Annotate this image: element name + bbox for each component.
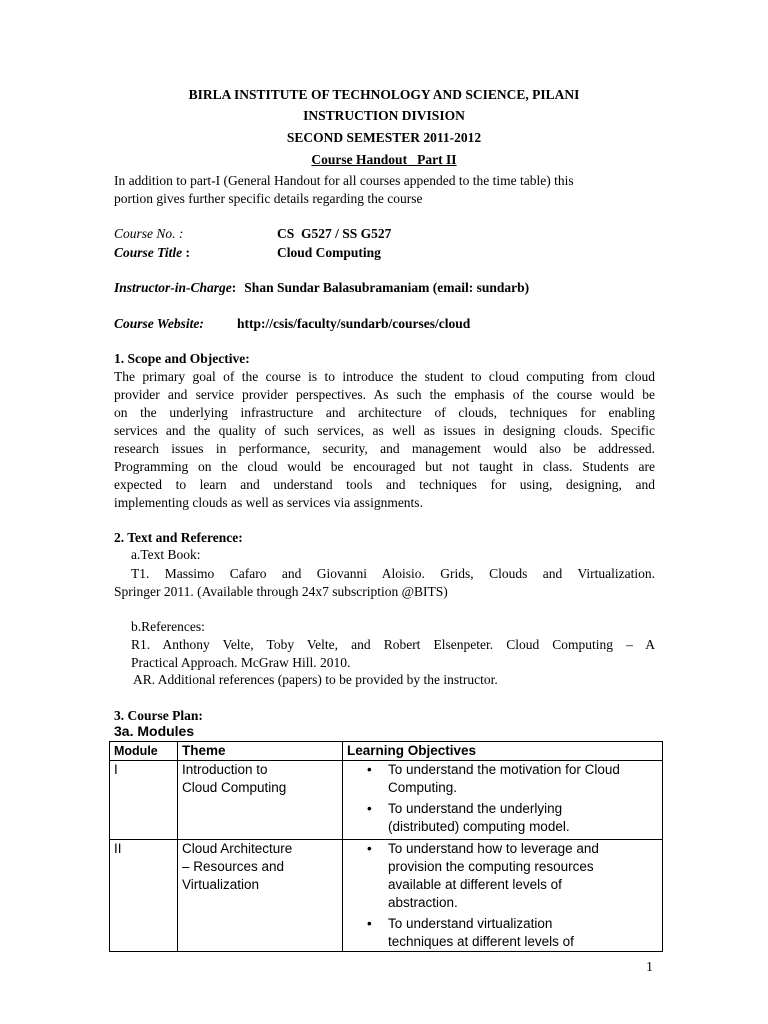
instructor-line: [114, 279, 529, 297]
semester-title: SECOND SEMESTER 2011-2012: [286, 130, 482, 145]
table-row: [110, 840, 663, 952]
theme-cell: [178, 761, 343, 840]
references-label: b.References:: [131, 619, 205, 634]
theme-line: Cloud Computing: [182, 780, 287, 795]
bullet-icon: •: [367, 762, 372, 777]
bullet-icon: •: [367, 801, 372, 816]
website-value[interactable]: http://csis/faculty/sundarb/courses/cloud: [237, 316, 471, 331]
textbook-entry: [114, 565, 655, 601]
course-no-label: Course No. :: [114, 226, 184, 241]
page-number: 1: [646, 960, 653, 975]
website-label: Course Website:: [114, 316, 204, 331]
bullet-icon: •: [367, 916, 372, 931]
module-cell: II: [110, 840, 178, 952]
instructor-colon: :: [231, 280, 237, 295]
reference-line: Practical Approach. McGraw Hill. 2010.: [131, 655, 351, 670]
objective-line: To understand the underlying: [388, 801, 563, 816]
theme-line: Introduction to: [182, 762, 268, 777]
scope-line: expected to learn and understand tools and techniques for using, designing, and: [114, 477, 655, 492]
objective-line: To understand virtualization: [388, 916, 553, 931]
course-title-label-group: [114, 244, 190, 262]
objective-line: (distributed) computing model.: [388, 819, 570, 834]
objective-item: [347, 915, 658, 951]
objective-line: Computing.: [388, 780, 458, 795]
handout-title-text: Course Handout Part II: [311, 152, 457, 167]
table-row: [110, 761, 663, 840]
objective-item: [347, 800, 658, 836]
column-header-module: Module: [110, 742, 178, 761]
theme-line: – Resources and: [182, 859, 285, 874]
objective-item: [347, 761, 658, 797]
division-title: INSTRUCTION DIVISION: [303, 108, 465, 123]
scope-line: Programming on the cloud would be encouraged but not taught in class. Students are: [114, 459, 655, 474]
scope-line: implementing clouds as well as services via assignments.: [114, 495, 423, 510]
instructor-label: Instructor-in-Charge: [114, 280, 232, 295]
scope-line: provider and service provider perspectives. As such the emphasis of the course would be: [114, 387, 655, 402]
reference-ar: AR. Additional references (papers) to be provided by the instructor.: [133, 672, 498, 687]
objective-line: available at different levels of: [388, 877, 562, 892]
references-heading: 2. Text and Reference:: [114, 530, 243, 545]
objective-line: techniques at different levels of: [388, 934, 574, 949]
objectives-cell: [343, 840, 663, 952]
scope-line: research issues in performance, security, and management would also be addressed.: [114, 441, 655, 456]
intro-line-1: In addition to part-I (General Handout for all courses appended to the time table) this: [114, 173, 574, 188]
objective-line: To understand how to leverage and: [388, 841, 599, 856]
plan-heading: 3. Course Plan:: [114, 708, 203, 723]
objective-item: [347, 840, 658, 912]
scope-line: on the underlying infrastructure and architecture of clouds, techniques for enabling: [114, 405, 655, 420]
scope-paragraph: [114, 368, 655, 512]
theme-cell: [178, 840, 343, 952]
modules-table: [109, 741, 663, 952]
scope-line: The primary goal of the course is to introduce the student to cloud computing from cloud: [114, 369, 655, 384]
column-header-theme: Theme: [178, 742, 343, 761]
objective-line: abstraction.: [388, 895, 458, 910]
objectives-list: [347, 761, 658, 836]
course-title-value: Cloud Computing: [277, 245, 381, 260]
textbook-line: T1. Massimo Cafaro and Giovanni Aloisio. Grids, Clouds and Virtualization.: [131, 566, 655, 581]
scope-heading: 1. Scope and Objective:: [114, 351, 250, 366]
handout-title: [0, 151, 768, 169]
bullet-icon: •: [367, 841, 372, 856]
column-header-objectives: Learning Objectives: [343, 742, 663, 761]
course-title-colon: :: [182, 245, 191, 260]
institute-title: BIRLA INSTITUTE OF TECHNOLOGY AND SCIENCE, PILANI: [188, 87, 580, 102]
scope-line: services and the quality of such services, as well as issues in designing clouds. Specific: [114, 423, 655, 438]
textbook-line: Springer 2011. (Available through 24x7 subscription @BITS): [114, 584, 448, 599]
textbook-label: a.Text Book:: [131, 547, 201, 562]
objective-line: provision the computing resources: [388, 859, 594, 874]
table-header-row: [110, 742, 663, 761]
course-no-value: CS G527 / SS G527: [277, 226, 392, 241]
modules-subheading: 3a. Modules: [114, 723, 195, 739]
instructor-value: Shan Sundar Balasubramaniam (email: sundarb): [244, 280, 530, 295]
objective-line: To understand the motivation for Cloud: [388, 762, 620, 777]
theme-line: Cloud Architecture: [182, 841, 293, 856]
course-title-label: Course Title: [114, 245, 183, 260]
reference-r1: [131, 636, 655, 672]
theme-line: Virtualization: [182, 877, 260, 892]
intro-line-2: portion gives further specific details regarding the course: [114, 191, 423, 206]
objectives-cell: [343, 761, 663, 840]
objectives-list: [347, 840, 658, 951]
reference-line: R1. Anthony Velte, Toby Velte, and Robert Elsenpeter. Cloud Computing – A: [131, 637, 655, 652]
module-cell: I: [110, 761, 178, 840]
